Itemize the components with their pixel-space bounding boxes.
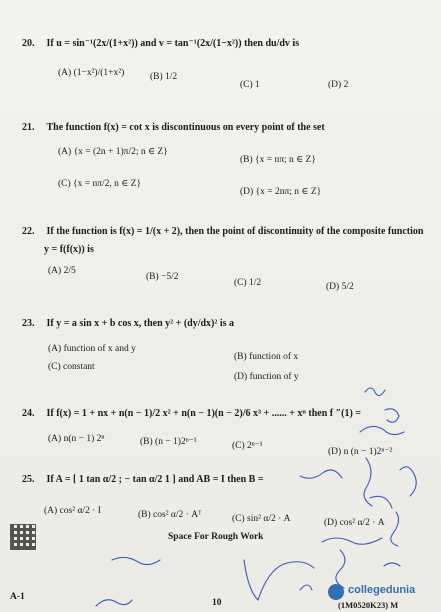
footer-left-code: A-1 <box>10 592 25 602</box>
question-number: 20. <box>22 38 35 49</box>
question-stem: If u = sin⁻¹(2x/(1+x²)) and v = tan⁻¹(2x/(1−x²)) then du/dv is <box>46 38 300 49</box>
option-d[interactable]: (D) cos² α/2 · A <box>324 518 385 528</box>
question-number: 22. <box>22 226 35 237</box>
option-d[interactable]: (D) n (n − 1)2ⁿ⁻² <box>328 447 393 457</box>
option-b[interactable]: (B) (n − 1)2ⁿ⁻¹ <box>140 437 197 447</box>
page-number: 10 <box>212 598 222 608</box>
question-number: 23. <box>22 318 35 329</box>
option-b[interactable]: (B) −5/2 <box>146 272 179 282</box>
option-d[interactable]: (D) {x = 2nπ; n ∈ Z} <box>240 187 322 197</box>
option-a[interactable]: (A) (1−x²)/(1+x²) <box>58 68 125 78</box>
question-number: 21. <box>22 122 35 133</box>
question-stem: The function f(x) = cot x is discontinuous on every point of the set <box>46 122 325 133</box>
option-a[interactable]: (A) 2/5 <box>48 266 76 276</box>
question-stem: If f(x) = 1 + nx + n(n − 1)/2 x² + n(n − 1)(n − 2)/6 x³ + ...... + xⁿ then f ″(1) = <box>46 408 361 419</box>
option-d[interactable]: (D) 5/2 <box>326 282 354 292</box>
question-stem: If A = [ 1 tan α/2 ; − tan α/2 1 ] and AB = I then B = <box>46 474 264 485</box>
option-d[interactable]: (D) 2 <box>328 80 349 90</box>
option-a[interactable]: (A) {x = (2n + 1)π/2; n ∈ Z} <box>58 147 168 157</box>
question-stem-cont: y = f(f(x)) is <box>44 244 94 255</box>
option-b[interactable]: (B) 1/2 <box>150 72 178 82</box>
question-stem: If the function is f(x) = 1/(x + 2), then the point of discontinuity of the composite function <box>46 226 424 237</box>
collegedunia-logo <box>328 584 438 602</box>
option-b[interactable]: (B) function of x <box>234 352 299 362</box>
question-number: 24. <box>22 408 35 419</box>
logo-text: collegedunia <box>348 584 416 596</box>
option-b[interactable]: (B) cos² α/2 · Aᵀ <box>138 510 202 520</box>
logo-icon <box>328 584 344 600</box>
option-c[interactable]: (C) 2ⁿ⁻¹ <box>232 441 263 451</box>
footer-code: (1M0520K23) M <box>338 600 399 610</box>
option-b[interactable]: (B) {x = nπ; n ∈ Z} <box>240 155 316 165</box>
option-a[interactable]: (A) n(n − 1) 2ⁿ <box>48 434 105 444</box>
rough-work-label: Space For Rough Work <box>168 532 264 542</box>
option-c[interactable]: (C) 1/2 <box>234 278 262 288</box>
question-number: 25. <box>22 474 35 485</box>
option-c[interactable]: (C) sin² α/2 · A <box>232 514 291 524</box>
question-stem: If y = a sin x + b cos x, then y² + (dy/dx)² is a <box>46 318 235 329</box>
option-d[interactable]: (D) function of y <box>234 372 299 382</box>
option-c[interactable]: (C) constant <box>48 362 95 372</box>
option-c[interactable]: (C) 1 <box>240 80 260 90</box>
option-c[interactable]: (C) {x = nπ/2, n ∈ Z} <box>58 179 142 189</box>
option-a[interactable]: (A) cos² α/2 · I <box>44 506 101 516</box>
option-a[interactable]: (A) function of x and y <box>48 344 136 354</box>
